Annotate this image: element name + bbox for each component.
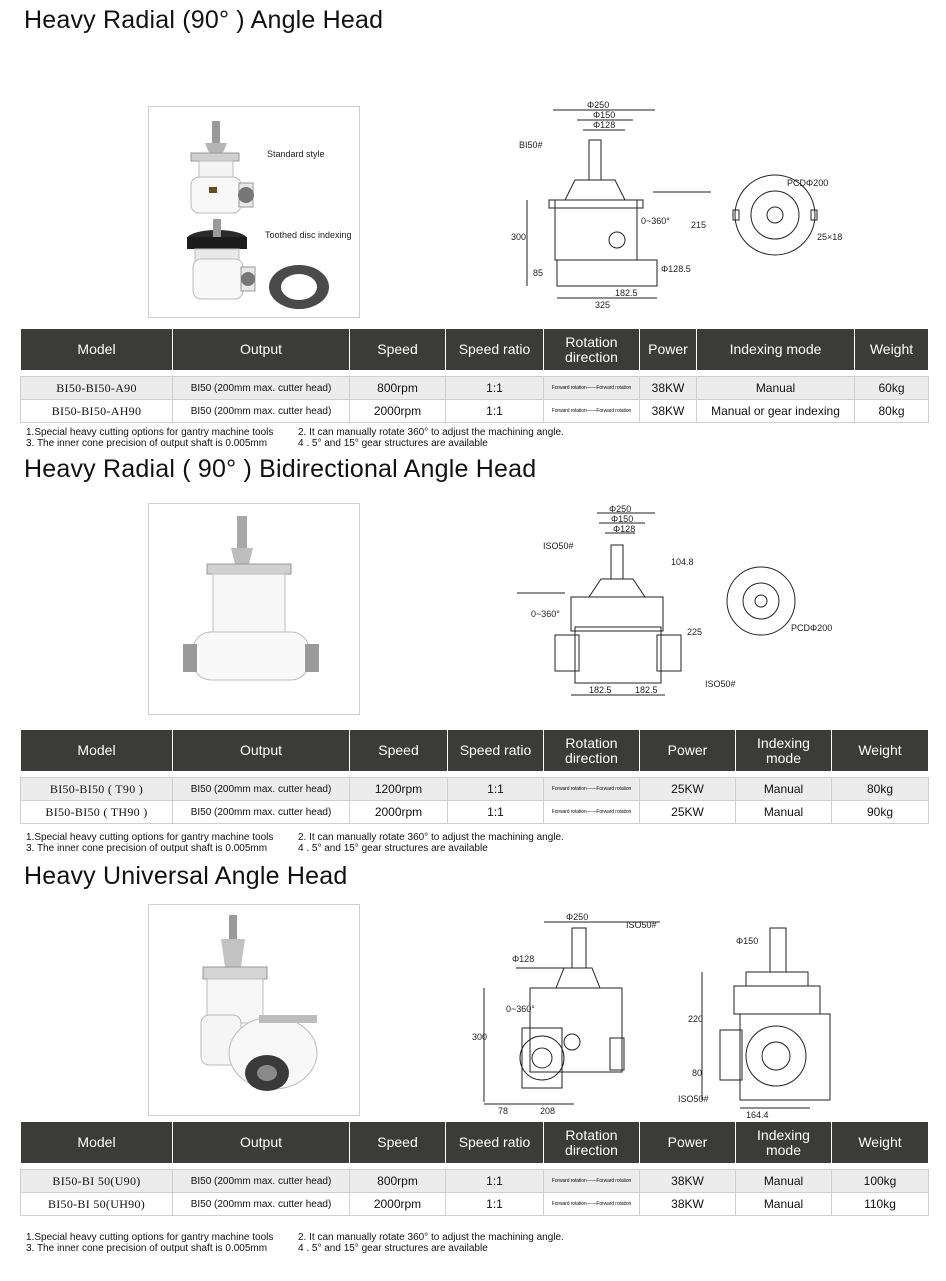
note: 3. The inner cone precision of output shaft is 0.005mm	[26, 843, 268, 854]
table-header-row	[21, 730, 929, 772]
col-header: Model	[21, 329, 173, 371]
table-header-row	[21, 1122, 929, 1164]
dim-label: 104.8	[671, 557, 694, 567]
photo-label-toothed: Toothed disc indexing	[265, 230, 352, 240]
col-header: Power	[640, 1122, 736, 1164]
cell-weight: 110kg	[832, 1193, 929, 1216]
dim-label: 182.5	[589, 685, 612, 695]
cell-rotation: Forward rotation——Forward rotation	[544, 1170, 640, 1193]
dim-label: 25×18	[817, 232, 843, 242]
col-header: Rotation direction	[544, 730, 640, 772]
dim-label: ISO50#	[626, 920, 657, 930]
dim-label: Φ150	[611, 514, 634, 524]
col-header: Output	[173, 1122, 350, 1164]
col-header: Model	[21, 1122, 173, 1164]
cell-output: BI50 (200mm max. cutter head)	[173, 1193, 350, 1216]
dim-label: Φ150	[736, 936, 759, 946]
cell-speed: 2000rpm	[350, 400, 446, 423]
dim-label: Φ250	[566, 912, 589, 922]
cell-model: BI50-BI50 ( T90 )	[21, 778, 173, 801]
col-header: Weight	[832, 1122, 929, 1164]
note: 3. The inner cone precision of output shaft is 0.005mm	[26, 1243, 268, 1254]
col-header: Model	[21, 730, 173, 772]
col-header: Indexing mode	[697, 329, 855, 371]
note: 1.Special heavy cutting options for gantry machine tools	[26, 1232, 274, 1243]
dim-label: PCDΦ200	[791, 623, 833, 633]
dim-label: Φ250	[609, 505, 632, 514]
cell-weight: 80kg	[832, 778, 929, 801]
cell-speed: 800rpm	[350, 1170, 446, 1193]
dim-label: 300	[511, 232, 527, 242]
table-row	[21, 801, 929, 824]
dim-label: Φ128	[593, 120, 616, 130]
dim-label: 0~360°	[531, 609, 560, 619]
dim-label: 80	[692, 1068, 703, 1078]
cell-indexing: Manual	[736, 801, 832, 824]
product-photo	[148, 503, 360, 715]
spec-table	[20, 328, 929, 423]
cell-weight: 60kg	[855, 377, 929, 400]
dim-label: Φ128	[512, 954, 535, 964]
col-header: Speed	[350, 329, 446, 371]
note: 2. It can manually rotate 360° to adjust the machining angle.	[298, 427, 564, 438]
dim-label: BI50#	[519, 140, 543, 150]
dim-label: 300	[472, 1032, 488, 1042]
dim-label: 182.5	[615, 288, 638, 298]
cell-power: 38KW	[640, 1193, 736, 1216]
cell-output: BI50 (200mm max. cutter head)	[173, 778, 350, 801]
cell-power: 38KW	[640, 1170, 736, 1193]
col-header: Speed	[350, 730, 448, 772]
cell-speed: 2000rpm	[350, 801, 448, 824]
cell-indexing: Manual	[736, 1170, 832, 1193]
cell-speed: 2000rpm	[350, 1193, 446, 1216]
spec-table	[20, 1121, 929, 1216]
cell-rotation: Forward rotation——Forward rotation	[544, 778, 640, 801]
product-photo	[148, 106, 360, 318]
cell-indexing: Manual	[736, 1193, 832, 1216]
dim-label: ISO50#	[705, 679, 736, 689]
table-row	[21, 1193, 929, 1216]
table-header-row	[21, 329, 929, 371]
table-row	[21, 377, 929, 400]
cell-power: 25KW	[640, 801, 736, 824]
dim-label: 215	[691, 220, 707, 230]
dim-label: Φ128	[613, 524, 636, 534]
cell-power: 38KW	[640, 400, 697, 423]
col-header: Weight	[832, 730, 929, 772]
col-header: Output	[173, 329, 350, 371]
note: 1.Special heavy cutting options for gantry machine tools	[26, 427, 274, 438]
photo-label-standard: Standard style	[267, 149, 325, 159]
table-row	[21, 1170, 929, 1193]
cell-ratio: 1:1	[448, 778, 544, 801]
table-row	[21, 778, 929, 801]
dim-label: Φ250	[587, 100, 610, 110]
notes	[26, 427, 564, 449]
dim-label: PCDΦ200	[787, 178, 829, 188]
note: 3. The inner cone precision of output shaft is 0.005mm	[26, 438, 268, 449]
cell-speed: 800rpm	[350, 377, 446, 400]
cell-rotation: Forward rotation——Forward rotation	[544, 377, 640, 400]
col-header: Speed ratio	[448, 730, 544, 772]
notes	[26, 1232, 564, 1254]
cell-speed: 1200rpm	[350, 778, 448, 801]
dim-label: Φ150	[593, 110, 616, 120]
dim-label: 78	[498, 1106, 509, 1116]
note: 2. It can manually rotate 360° to adjust the machining angle.	[298, 832, 564, 843]
col-header: Indexing mode	[736, 730, 832, 772]
dim-label: 0~360°	[641, 216, 670, 226]
dim-label: 325	[595, 300, 611, 310]
notes	[26, 832, 564, 854]
cell-ratio: 1:1	[448, 801, 544, 824]
cell-rotation: Forward rotation——Forward rotation	[544, 1193, 640, 1216]
cell-output: BI50 (200mm max. cutter head)	[173, 400, 350, 423]
dim-label: 225	[687, 627, 703, 637]
dim-label: ISO50#	[678, 1094, 709, 1104]
cell-output: BI50 (200mm max. cutter head)	[173, 801, 350, 824]
dim-label: ISO50#	[543, 541, 574, 551]
cell-ratio: 1:1	[446, 1193, 544, 1216]
cell-rotation: Forward rotation——Forward rotation	[544, 801, 640, 824]
col-header: Speed ratio	[446, 329, 544, 371]
cell-weight: 90kg	[832, 801, 929, 824]
dim-label: 220	[688, 1014, 704, 1024]
note: 4 . 5° and 15° gear structures are available	[298, 843, 488, 854]
cell-weight: 80kg	[855, 400, 929, 423]
note: 4 . 5° and 15° gear structures are available	[298, 1243, 488, 1254]
col-header: Output	[173, 730, 350, 772]
section-title: Heavy Radial ( 90° ) Bidirectional Angle Head	[24, 455, 537, 483]
cell-weight: 100kg	[832, 1170, 929, 1193]
col-header: Power	[640, 329, 697, 371]
cell-model: BI50-BI 50(U90)	[21, 1170, 173, 1193]
spec-table	[20, 729, 929, 824]
dim-label: 0~360°	[506, 1004, 535, 1014]
cell-indexing: Manual	[697, 377, 855, 400]
cell-power: 25KW	[640, 778, 736, 801]
cell-model: BI50-BI 50(UH90)	[21, 1193, 173, 1216]
section-title: Heavy Universal Angle Head	[24, 862, 348, 890]
cell-output: BI50 (200mm max. cutter head)	[173, 1170, 350, 1193]
note: 4 . 5° and 15° gear structures are available	[298, 438, 488, 449]
cell-ratio: 1:1	[446, 400, 544, 423]
col-header: Speed	[350, 1122, 446, 1164]
cell-rotation: Forward rotation——Forward rotation	[544, 400, 640, 423]
technical-drawing	[470, 908, 850, 1120]
cell-indexing: Manual or gear indexing	[697, 400, 855, 423]
dim-label: 85	[533, 268, 544, 278]
note: 1.Special heavy cutting options for gantry machine tools	[26, 832, 274, 843]
cell-model: BI50-BI50-AH90	[21, 400, 173, 423]
dim-label: 164.4	[746, 1110, 769, 1120]
cell-power: 38KW	[640, 377, 697, 400]
table-row	[21, 400, 929, 423]
cell-ratio: 1:1	[446, 377, 544, 400]
cell-ratio: 1:1	[446, 1170, 544, 1193]
dim-label: Φ128.5	[661, 264, 691, 274]
col-header: Power	[640, 730, 736, 772]
technical-drawing	[495, 505, 835, 705]
col-header: Weight	[855, 329, 929, 371]
section-title: Heavy Radial (90° ) Angle Head	[24, 6, 384, 34]
cell-model: BI50-BI50-A90	[21, 377, 173, 400]
cell-indexing: Manual	[736, 778, 832, 801]
dim-label: 182.5	[635, 685, 658, 695]
col-header: Rotation direction	[544, 329, 640, 371]
col-header: Rotation direction	[544, 1122, 640, 1164]
technical-drawing	[505, 100, 845, 312]
product-photo	[148, 904, 360, 1116]
col-header: Speed ratio	[446, 1122, 544, 1164]
cell-output: BI50 (200mm max. cutter head)	[173, 377, 350, 400]
cell-model: BI50-BI50 ( TH90 )	[21, 801, 173, 824]
col-header: Indexing mode	[736, 1122, 832, 1164]
dim-label: 208	[540, 1106, 556, 1116]
note: 2. It can manually rotate 360° to adjust the machining angle.	[298, 1232, 564, 1243]
